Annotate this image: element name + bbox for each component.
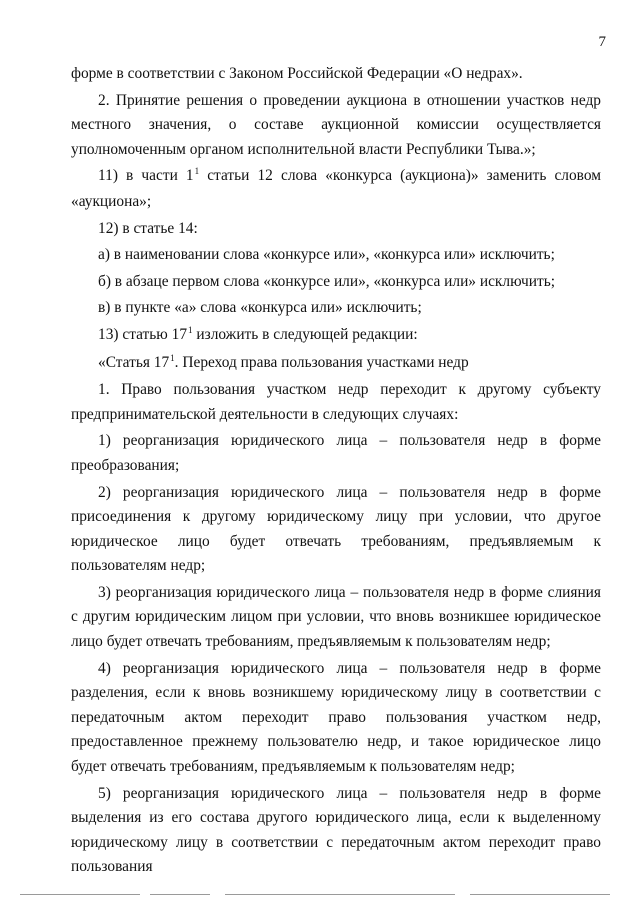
article-heading [71, 351, 601, 377]
paragraph: форме в соответствии с Законом Российской Федерации «О недрах». [71, 65, 523, 82]
paragraph: а) в наименовании слова «конкурсе или», «конкурса или» исключить; [98, 246, 555, 264]
paragraph: в) в пункте «а» слова «конкурса или» исключить; [98, 299, 422, 317]
body-text [71, 62, 601, 880]
paragraph: 1. Право пользования участком недр переходит к другому субъекту предпринимательской деятельности в следующих случаях: [71, 381, 601, 423]
paragraph-text: «Статья 17 [98, 353, 170, 371]
paragraph: 3) реорганизация юридического лица – пользователя недр в форме слияния с другим юридическим лицом при условии, что вновь возникшее юридическое лицо будет отвечать требованиям, предъявляемым к пользователям недр; [71, 583, 601, 651]
paragraph: б) в абзаце первом слова «конкурсе или», «конкурса или» исключить; [98, 272, 555, 290]
paragraph: 2. Принятие решения о проведении аукциона в отношении участков недр местного значения, о составе аукционной комиссии осуществляется уполномоченным органом исполнительной власти Республики Тыва.»; [71, 91, 601, 158]
page-number: 7 [598, 34, 606, 50]
paragraph [71, 323, 601, 349]
paragraph-text: изложить в следующей редакции: [192, 325, 418, 343]
superscript: 1 [170, 352, 175, 363]
scan-edge-artifact [0, 892, 639, 898]
paragraph [71, 164, 601, 214]
paragraph: 12) в статье 14: [98, 219, 198, 237]
paragraph-text: . Переход права пользования участками недр [174, 353, 469, 371]
superscript: 1 [188, 324, 193, 335]
paragraph-text: 13) статью 17 [98, 325, 188, 343]
paragraph: 1) реорганизация юридического лица – пользователя недр в форме преобразования; [71, 432, 601, 474]
paragraph: 2) реорганизация юридического лица – пользователя недр в форме присоединения к другому юридическому лицу при условии, что другое юридическое лицо будет отвечать требованиям, предъявляемым к пользователям недр; [71, 483, 601, 575]
paragraph: 5) реорганизация юридического лица – пользователя недр в форме выделения из его состава другого юридического лица, если к выделенному юридическому лицу в соответствии с передаточным актом переходит право пользования [71, 784, 601, 876]
paragraph-text: статьи 12 слова «конкурса (аукциона)» заменить словом «аукциона»; [71, 167, 601, 210]
superscript: 1 [194, 166, 200, 177]
paragraph-text: 11) в части 1 [98, 167, 194, 185]
paragraph: 4) реорганизация юридического лица – пользователя недр в форме разделения, если к вновь возникшему юридическому лицу в соответствии с передаточным актом переходит право пользования участком недр, предоставленное прежнему пользователю недр, и такое юридическое лицо будет отвечать требованиям, предъявляемым к пользователям недр; [71, 659, 601, 776]
